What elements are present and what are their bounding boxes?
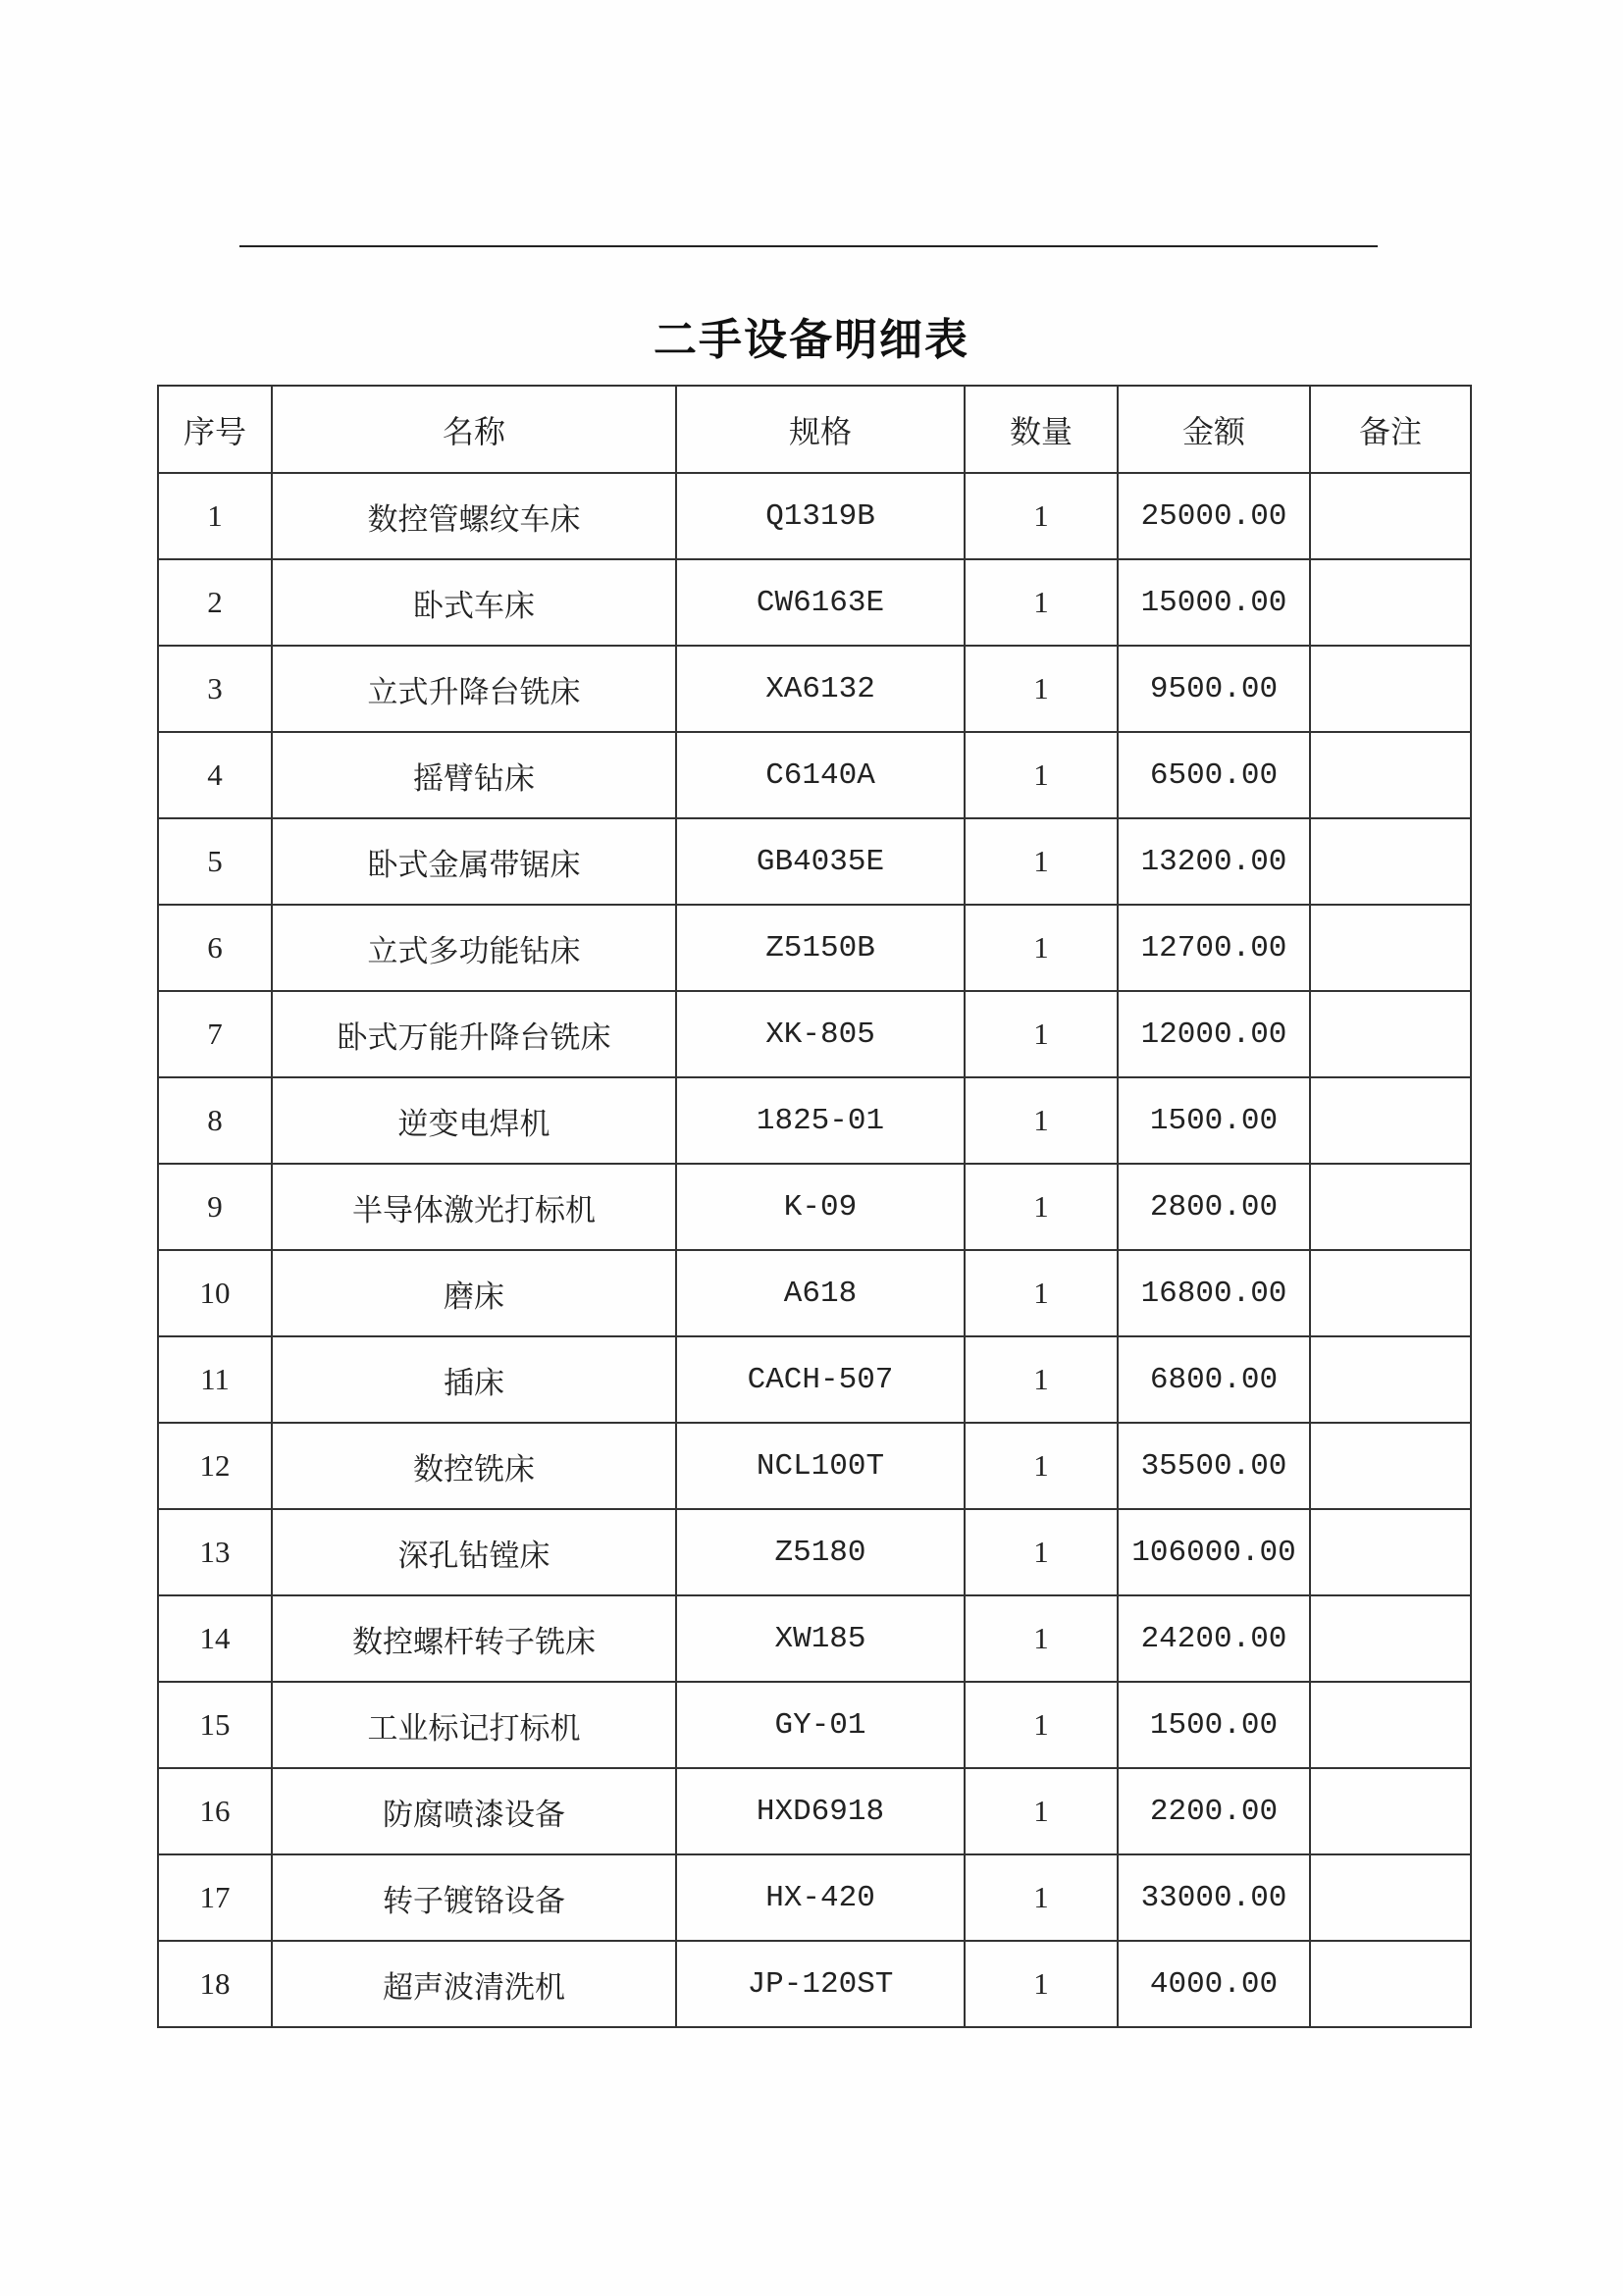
cell-spec: Z5180 — [676, 1509, 965, 1595]
cell-note — [1310, 1941, 1471, 2027]
table-row — [158, 646, 1471, 732]
table-body — [158, 473, 1471, 2027]
cell-note — [1310, 1250, 1471, 1336]
document-title: 二手设备明细表 — [654, 315, 969, 365]
cell-seq: 9 — [158, 1164, 272, 1250]
table-row — [158, 1509, 1471, 1595]
cell-qty: 1 — [965, 1768, 1118, 1854]
cell-amount: 16800.00 — [1118, 1250, 1310, 1336]
cell-qty: 1 — [965, 991, 1118, 1077]
cell-note — [1310, 1682, 1471, 1768]
cell-name: 深孔钻镗床 — [272, 1509, 676, 1595]
cell-amount: 4000.00 — [1118, 1941, 1310, 2027]
cell-amount: 1500.00 — [1118, 1682, 1310, 1768]
cell-amount: 9500.00 — [1118, 646, 1310, 732]
cell-seq: 10 — [158, 1250, 272, 1336]
cell-name: 卧式车床 — [272, 559, 676, 646]
cell-note — [1310, 1077, 1471, 1164]
table-row — [158, 1336, 1471, 1423]
cell-name: 数控螺杆转子铣床 — [272, 1595, 676, 1682]
table-row — [158, 1423, 1471, 1509]
cell-spec: XA6132 — [676, 646, 965, 732]
cell-spec: CACH-507 — [676, 1336, 965, 1423]
cell-amount: 13200.00 — [1118, 818, 1310, 905]
header-seq: 序号 — [158, 386, 272, 473]
cell-spec: GY-01 — [676, 1682, 965, 1768]
cell-spec: NCL100T — [676, 1423, 965, 1509]
header-name: 名称 — [272, 386, 676, 473]
cell-spec: Q1319B — [676, 473, 965, 559]
cell-name: 立式多功能钻床 — [272, 905, 676, 991]
cell-seq: 3 — [158, 646, 272, 732]
cell-spec: HX-420 — [676, 1854, 965, 1941]
cell-qty: 1 — [965, 1509, 1118, 1595]
cell-name: 工业标记打标机 — [272, 1682, 676, 1768]
cell-note — [1310, 1509, 1471, 1595]
table-row — [158, 818, 1471, 905]
header-amount: 金额 — [1118, 386, 1310, 473]
cell-seq: 17 — [158, 1854, 272, 1941]
cell-note — [1310, 1336, 1471, 1423]
cell-spec: C6140A — [676, 732, 965, 818]
cell-name: 卧式金属带锯床 — [272, 818, 676, 905]
cell-qty: 1 — [965, 905, 1118, 991]
cell-seq: 18 — [158, 1941, 272, 2027]
table-row — [158, 1682, 1471, 1768]
cell-name: 超声波清洗机 — [272, 1941, 676, 2027]
cell-spec: Z5150B — [676, 905, 965, 991]
cell-qty: 1 — [965, 1595, 1118, 1682]
cell-name: 逆变电焊机 — [272, 1077, 676, 1164]
cell-note — [1310, 646, 1471, 732]
table-row — [158, 1854, 1471, 1941]
cell-qty: 1 — [965, 559, 1118, 646]
cell-amount: 106000.00 — [1118, 1509, 1310, 1595]
cell-qty: 1 — [965, 1077, 1118, 1164]
table-row — [158, 1164, 1471, 1250]
cell-amount: 2800.00 — [1118, 1164, 1310, 1250]
cell-qty: 1 — [965, 1164, 1118, 1250]
table-row — [158, 1941, 1471, 2027]
cell-note — [1310, 818, 1471, 905]
cell-spec: GB4035E — [676, 818, 965, 905]
cell-amount: 15000.00 — [1118, 559, 1310, 646]
cell-seq: 12 — [158, 1423, 272, 1509]
cell-amount: 6800.00 — [1118, 1336, 1310, 1423]
cell-amount: 25000.00 — [1118, 473, 1310, 559]
table-row — [158, 559, 1471, 646]
cell-note — [1310, 559, 1471, 646]
cell-qty: 1 — [965, 646, 1118, 732]
cell-seq: 6 — [158, 905, 272, 991]
cell-note — [1310, 991, 1471, 1077]
cell-name: 半导体激光打标机 — [272, 1164, 676, 1250]
table-row — [158, 1250, 1471, 1336]
cell-name: 转子镀铬设备 — [272, 1854, 676, 1941]
cell-qty: 1 — [965, 1250, 1118, 1336]
cell-spec: XW185 — [676, 1595, 965, 1682]
cell-seq: 16 — [158, 1768, 272, 1854]
table-row — [158, 732, 1471, 818]
table-header-row — [158, 386, 1471, 473]
cell-name: 摇臂钻床 — [272, 732, 676, 818]
cell-spec: K-09 — [676, 1164, 965, 1250]
cell-amount: 1500.00 — [1118, 1077, 1310, 1164]
cell-name: 立式升降台铣床 — [272, 646, 676, 732]
cell-spec: JP-120ST — [676, 1941, 965, 2027]
header-rule — [239, 245, 1378, 247]
cell-qty: 1 — [965, 1336, 1118, 1423]
table-row — [158, 905, 1471, 991]
table-row — [158, 473, 1471, 559]
table-row — [158, 1077, 1471, 1164]
table-row — [158, 991, 1471, 1077]
cell-seq: 8 — [158, 1077, 272, 1164]
cell-spec: CW6163E — [676, 559, 965, 646]
cell-qty: 1 — [965, 1423, 1118, 1509]
header-spec: 规格 — [676, 386, 965, 473]
cell-seq: 13 — [158, 1509, 272, 1595]
cell-name: 插床 — [272, 1336, 676, 1423]
cell-note — [1310, 905, 1471, 991]
cell-spec: HXD6918 — [676, 1768, 965, 1854]
cell-qty: 1 — [965, 1682, 1118, 1768]
cell-qty: 1 — [965, 1941, 1118, 2027]
cell-seq: 7 — [158, 991, 272, 1077]
cell-spec: 1825-01 — [676, 1077, 965, 1164]
cell-qty: 1 — [965, 818, 1118, 905]
table-row — [158, 1768, 1471, 1854]
cell-note — [1310, 1423, 1471, 1509]
cell-seq: 2 — [158, 559, 272, 646]
cell-qty: 1 — [965, 732, 1118, 818]
cell-amount: 33000.00 — [1118, 1854, 1310, 1941]
cell-note — [1310, 1595, 1471, 1682]
cell-note — [1310, 732, 1471, 818]
table-row — [158, 1595, 1471, 1682]
cell-note — [1310, 473, 1471, 559]
cell-amount: 35500.00 — [1118, 1423, 1310, 1509]
cell-amount: 12700.00 — [1118, 905, 1310, 991]
cell-seq: 1 — [158, 473, 272, 559]
equipment-detail-table — [157, 385, 1472, 2028]
cell-amount: 12000.00 — [1118, 991, 1310, 1077]
cell-seq: 11 — [158, 1336, 272, 1423]
cell-name: 防腐喷漆设备 — [272, 1768, 676, 1854]
cell-seq: 4 — [158, 732, 272, 818]
cell-note — [1310, 1164, 1471, 1250]
cell-name: 磨床 — [272, 1250, 676, 1336]
header-qty: 数量 — [965, 386, 1118, 473]
cell-amount: 24200.00 — [1118, 1595, 1310, 1682]
cell-name: 数控管螺纹车床 — [272, 473, 676, 559]
cell-qty: 1 — [965, 473, 1118, 559]
cell-seq: 14 — [158, 1595, 272, 1682]
cell-seq: 15 — [158, 1682, 272, 1768]
cell-amount: 2200.00 — [1118, 1768, 1310, 1854]
cell-note — [1310, 1768, 1471, 1854]
header-note: 备注 — [1310, 386, 1471, 473]
cell-spec: A618 — [676, 1250, 965, 1336]
cell-amount: 6500.00 — [1118, 732, 1310, 818]
cell-name: 卧式万能升降台铣床 — [272, 991, 676, 1077]
cell-name: 数控铣床 — [272, 1423, 676, 1509]
cell-spec: XK-805 — [676, 991, 965, 1077]
cell-seq: 5 — [158, 818, 272, 905]
cell-qty: 1 — [965, 1854, 1118, 1941]
cell-note — [1310, 1854, 1471, 1941]
